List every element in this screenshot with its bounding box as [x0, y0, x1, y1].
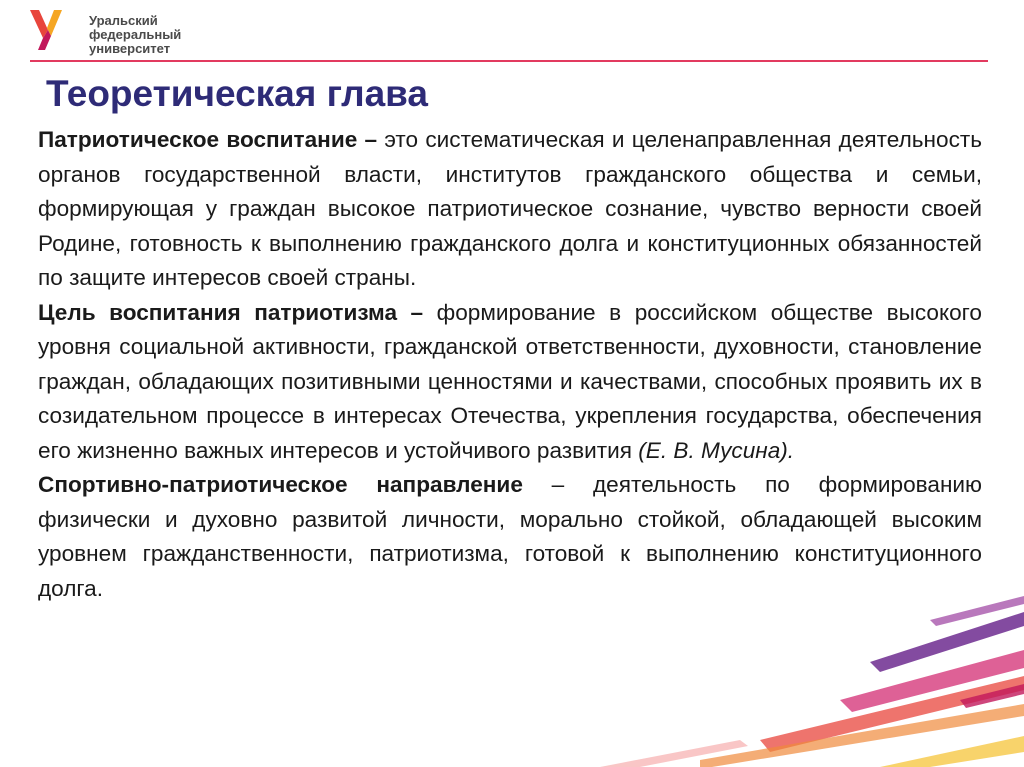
- paragraph-text: – деятельность по формированию физически и духовно развитой личности, морально стойкой, обладающей высоким уровнем гражданственности, патриотизма, готовой к выполнению конституционного долга.: [38, 472, 982, 601]
- ural-university-emblem-icon: [26, 6, 66, 54]
- content-body: [38, 123, 982, 606]
- term-bold: Патриотическое воспитание –: [38, 127, 378, 152]
- paragraph-goal: [38, 296, 982, 469]
- citation-source: (Е. В. Мусина).: [638, 437, 795, 463]
- term-bold: Спортивно-патриотическое направление: [38, 472, 523, 497]
- logo-text: [89, 14, 181, 56]
- paragraph-sport-direction: [38, 468, 982, 606]
- term-bold: Цель воспитания патриотизма –: [38, 299, 424, 325]
- paragraph-text: это систематическая и целенаправленная деятельность органов государственной власти, институтов гражданского общества и семьи, формирующая у граждан высокое патриотическое сознание, чувство верности своей Родине, готовность к выполнению гражданского долга и конституционных обязанностей по защите интересов своей страны.: [38, 127, 982, 290]
- logo-line-2: федеральный: [89, 27, 182, 42]
- slide-title: Теоретическая глава: [46, 73, 429, 114]
- university-logo: [26, 6, 226, 58]
- paragraph-patriotic-education: [38, 123, 982, 296]
- logo-line-3: университет: [89, 41, 171, 56]
- logo-line-1: Уральский: [89, 13, 158, 28]
- header-divider: [30, 60, 988, 62]
- paragraph-text: формирование в российском обществе высокого уровня социальной активности, гражданской ответственности, духовности, становление граждан, обладающих позитивными ценностями и качествами, способных проявить их в созидательном процессе в интересах Отечества, укрепления государства, обеспечения его жизненно важных интересов и устойчивого развития: [38, 299, 982, 463]
